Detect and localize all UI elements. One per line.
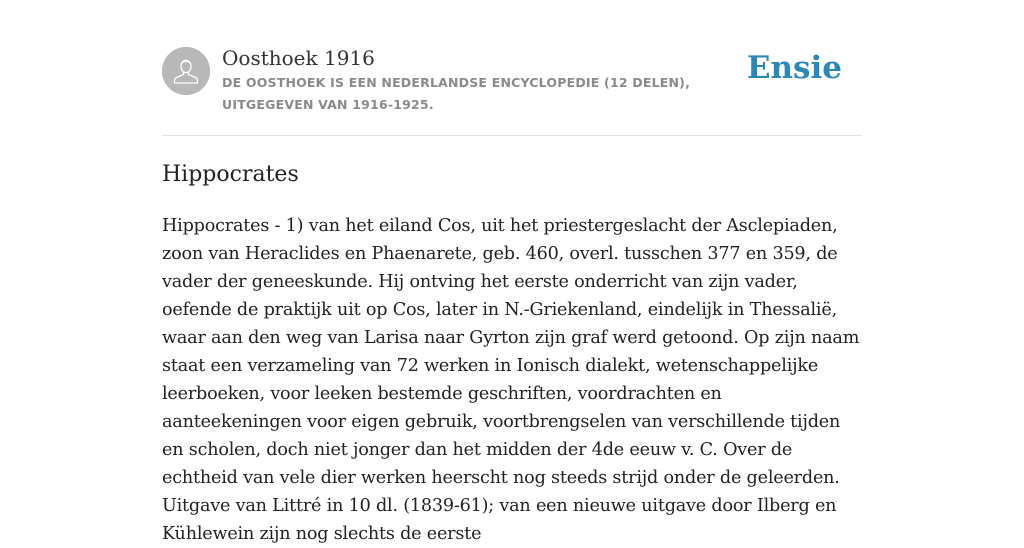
article-body: Hippocrates - 1) van het eiland Cos, uit het priestergeslacht der Asclepiaden, zoon van Heraclides en Phaenarete, geb. 460, overl. tusschen 377 en 359, de vader der geneeskunde. Hij ontving het eerste onderricht van zijn vader, oefende de praktijk uit op Cos, later in N.-Griekenland, eindelijk in Thessalië, waar aan den weg van Larisa naar Gyrton zijn graf werd getoond. Op zijn naam staat een verzameling van 72 werken in Ionisch dialekt, wetenschappelijke leerboeken, voor leeken bestemde geschriften, voordrachten en aanteekeningen voor eigen gebruik, voortbrengselen van verschillende tijden en scholen, doch niet jonger dan het midden der 4de eeuw v. C. Over de echtheid van vele dier werken heerscht nog steeds strijd onder de geleerden. Uitgave van Littré in 10 dl. (1839-61); van een nieuwe uitgave door Ilberg en Kühlewein zijn nog slechts de eerste: [162, 216, 860, 544]
ensie-logo[interactable]: Ensie: [746, 50, 842, 86]
source-description: DE OOSTHOEK IS EEN NEDERLANDSE ENCYCLOPEDIE (12 DELEN), UITGEGEVEN VAN 1916-1925.: [222, 75, 691, 112]
article-title: Hippocrates: [162, 162, 299, 187]
divider: [162, 135, 862, 136]
avatar[interactable]: [162, 47, 210, 95]
user-icon: [162, 47, 210, 95]
source-title[interactable]: Oosthoek 1916: [222, 46, 375, 70]
source-header: [162, 46, 862, 118]
